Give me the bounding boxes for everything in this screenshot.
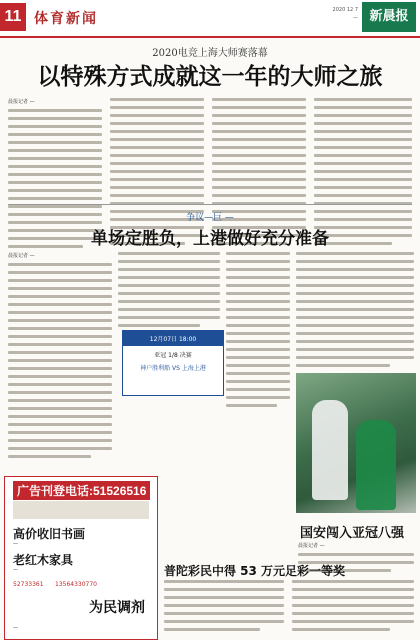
- date-line-1: 2020 12 7: [332, 7, 358, 13]
- story2-col-3: [226, 252, 290, 412]
- ad-service-heading: 为民调剂: [89, 600, 145, 616]
- story3-headline: 普陀彩民中得 53 万元足彩一等奖: [164, 564, 346, 578]
- ad-heading-1: 高价收旧书画: [13, 527, 86, 541]
- page-number: 11: [0, 3, 26, 31]
- date-line-2: —: [353, 15, 358, 21]
- story2-kicker: 争议—巨 —: [186, 213, 234, 223]
- story2-byline: 晨报记者 —: [8, 253, 35, 259]
- ad-sub-1: —: [13, 541, 18, 547]
- story1-byline: 晨报记者 —: [8, 99, 35, 105]
- story2-col-1: [8, 252, 112, 463]
- match-time: 12月07日 18:00: [123, 331, 223, 346]
- ad-heading-2: 老红木家具: [13, 553, 74, 567]
- section-title: 体育新闻: [34, 11, 98, 27]
- ad-phone-title: 广告刊登电话:51526516: [13, 481, 150, 500]
- dateline: [333, 6, 358, 22]
- story3-col-1: [164, 580, 284, 636]
- ad-phone-1: 52733361: [13, 581, 44, 588]
- match-info-box: [122, 330, 224, 396]
- ad-block: [4, 476, 158, 640]
- newspaper-logo: 新晨报: [362, 2, 416, 32]
- masthead: [0, 0, 420, 38]
- story2-col-4: [296, 252, 414, 372]
- player-white-shape: [312, 400, 348, 500]
- story3-byline: 晨报记者 —: [298, 543, 325, 549]
- photo-caption-headline: 国安闯入亚冠八强: [300, 526, 405, 541]
- ad-banner: [13, 501, 149, 519]
- divider: [8, 204, 412, 205]
- story1-kicker: 2020电竞上海大师赛落幕: [152, 48, 268, 59]
- player-green-shape: [356, 420, 396, 510]
- story2-headline: 单场定胜负，上港做好充分准备: [91, 229, 329, 249]
- ad-sub-2: —: [13, 567, 18, 573]
- ad-footer: —: [13, 625, 18, 631]
- match-round: 亚冠 1/8 决赛: [154, 352, 192, 359]
- story1-headline: 以特殊方式成就这一年的大师之旅: [37, 64, 383, 90]
- match-teams: 神户胜利船 VS 上海上港: [140, 365, 206, 372]
- story3-col-2: [292, 580, 414, 636]
- ad-phone-2: 13564330770: [55, 581, 97, 588]
- story2-col-2: [118, 252, 220, 332]
